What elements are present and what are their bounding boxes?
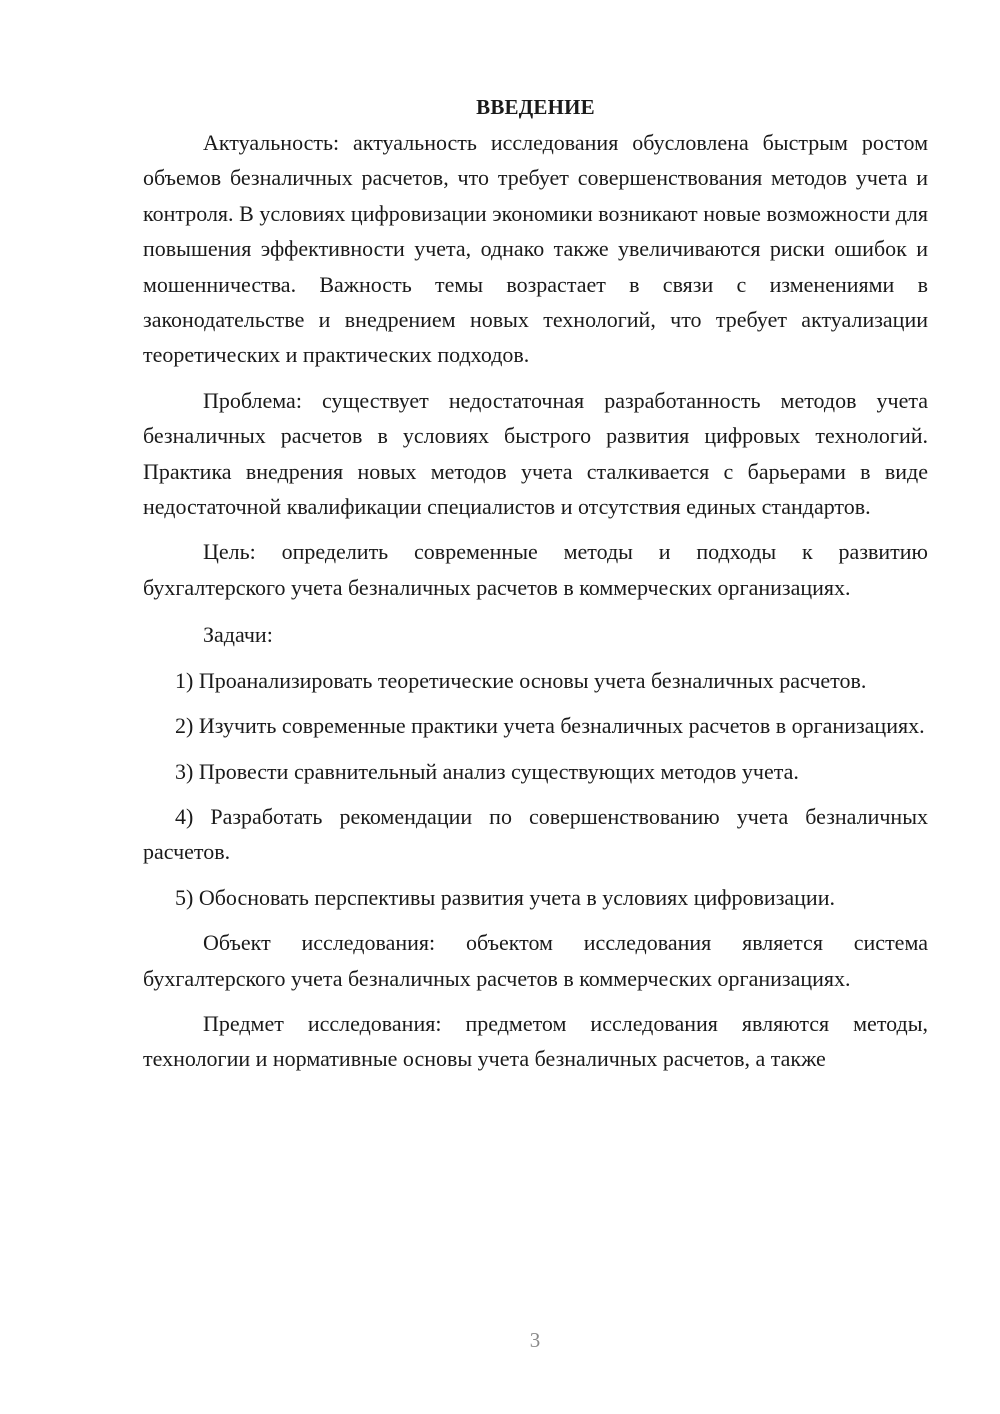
paragraph-subject: Предмет исследования: предметом исследования являются методы, технологии и нормативные основы учета безналичных расчетов, а также: [143, 1010, 928, 1072]
task-item: 3) Провести сравнительный анализ существующих методов учета.: [175, 758, 799, 784]
paragraph-problem: Проблема: существует недостаточная разработанность методов учета безналичных расчетов в условиях быстрого развития цифровых технологий. Практика внедрения новых методов учета сталкивается с барьерами в виде недостаточной квалификации специалистов и отсутствия единых стандартов.: [143, 387, 928, 520]
task-item: 4) Разработать рекомендации по совершенствованию учета безналичных расчетов.: [143, 803, 928, 865]
paragraph-object: Объект исследования: объектом исследования является система бухгалтерского учета безналичных расчетов в коммерческих организациях.: [143, 930, 928, 991]
tasks-heading: Задачи:: [203, 622, 273, 648]
task-item: 1) Проанализировать теоретические основы учета безналичных расчетов.: [175, 667, 867, 693]
document-page: [143, 90, 928, 1077]
paragraph-goal: Цель: определить современные методы и подходы к развитию бухгалтерского учета безналичных расчетов в коммерческих организациях.: [143, 539, 928, 600]
task-item: 2) Изучить современные практики учета безналичных расчетов в организациях.: [175, 713, 925, 739]
page-title: ВВЕДЕНИЕ: [476, 95, 595, 119]
page-number: 3: [529, 1328, 541, 1352]
task-item: 5) Обосновать перспективы развития учета в условиях цифровизации.: [175, 884, 835, 910]
paragraph-relevance: Актуальность: актуальность исследования обусловлена быстрым ростом объемов безналичных расчетов, что требует совершенствования методов учета и контроля. В условиях цифровизации экономики возникают новые возможности для повышения эффективности учета, однако также увеличиваются риски ошибок и мошенничества. Важность темы возрастает в связи с изменениями в законодательстве и внедрением новых технологий, что требует актуализации теоретических и практических подходов.: [143, 130, 928, 368]
